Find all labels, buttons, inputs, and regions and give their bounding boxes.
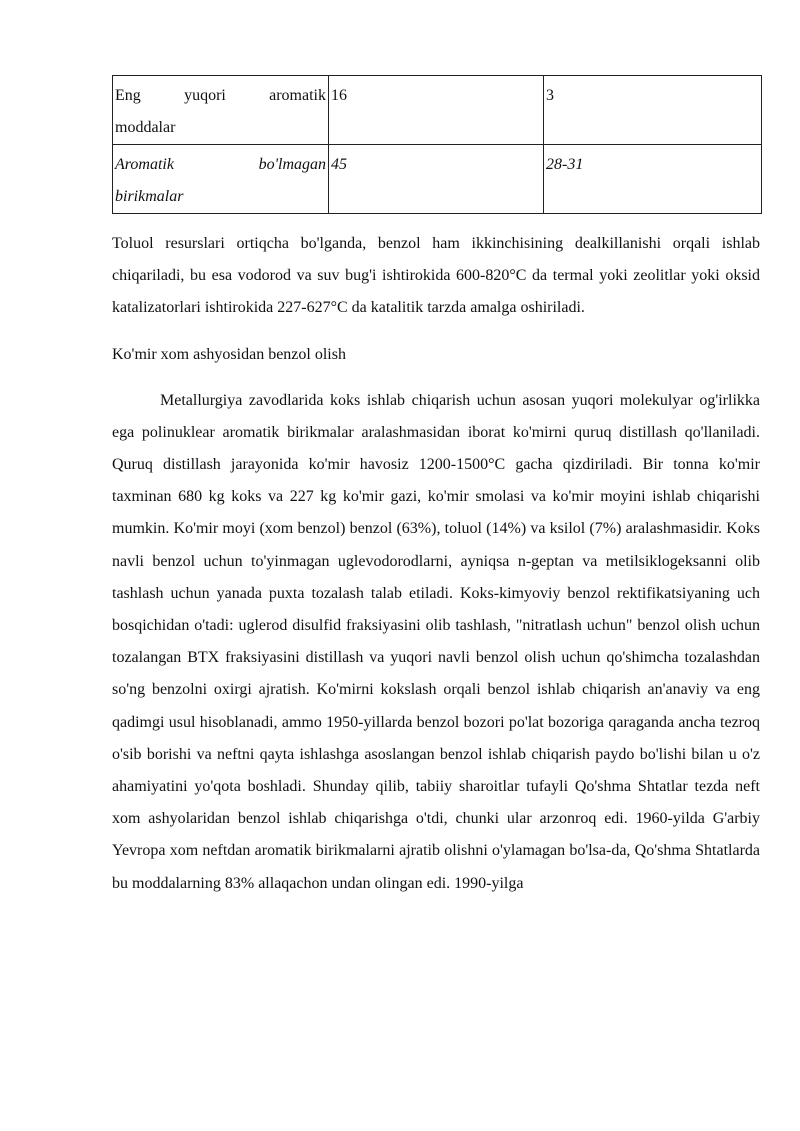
cell-line: Aromatik bo'lmagan (115, 156, 326, 173)
table-cell: 28-31 (544, 145, 762, 214)
cell-line: moddalar (115, 119, 176, 136)
table-cell: 3 (544, 76, 762, 145)
table-cell (113, 145, 329, 214)
table-row (113, 145, 762, 214)
data-table (112, 75, 762, 214)
cell-line: Eng yuqori aromatik (115, 87, 326, 104)
paragraph-coal-benzene: Metallurgiya zavodlarida koks ishlab chiqarish uchun asosan yuqori molekulyar og'irlikka ega polinuklear aromatik birikmalar aralashmasidan iborat ko'mirni quruq distillash qo'llaniladi. Quruq distillash jarayonida ko'mir havosiz 1200-1500°C gacha qizdiriladi. Bir tonna ko'mir taxminan 680 kg koks va 227 kg ko'mir gazi, ko'mir smolasi va ko'mir moyini ishlab chiqarishi mumkin. Ko'mir moyi (xom benzol) benzol (63%), toluol (14%) va ksilol (7%) aralashmasidir. Koks navli benzol uchun to'yinmagan uglevodorodlarni, ayniqsa n-geptan va metilsiklogeksanni olib tashlash uchun yanada puxta tozalash talab etiladi. Koks-kimyoviy benzol rektifikatsiyaning uch bosqichidan o'tadi: uglerod disulfid fraksiyasini olib tashlash, "nitratlash uchun" benzol olish uchun tozalangan BTX fraksiyasini distillash va yuqori navli benzol olish uchun qo'shimcha tozalashdan so'ng benzolni oxirgi ajratish. Ko'mirni kokslash orqali benzol ishlab chiqarish an'anaviy va eng qadimgi usul hisoblanadi, ammo 1950-yillarda benzol bozori po'lat bozoriga qaraganda ancha tezroq o'sib borishi va neftni qayta ishlashga asoslangan benzol ishlab chiqarish paydo bo'lishi bilan u o'z ahamiyatini yo'qota boshladi. Shunday qilib, tabiiy sharoitlar tufayli Qo'shma Shtatlar tezda neft xom ashyolaridan benzol ishlab chiqarishga o'tdi, chunki ular arzonroq edi. 1960-yilda G'arbiy Yevropa xom neftdan aromatik birikmalarni ajratib olishni o'ylamagan bo'lsa-da, Qo'shma Shtatlarda bu moddalarning 83% allaqachon undan olingan edi. 1990-yilga (112, 391, 760, 892)
table-cell (113, 76, 329, 145)
table-cell: 45 (329, 145, 544, 214)
table-cell: 16 (329, 76, 544, 145)
paragraph-toluene: Toluol resurslari ortiqcha bo'lganda, benzol ham ikkinchisining dealkillanishi orqali ishlab chiqariladi, bu esa vodorod va suv bug'i ishtirokida 600-820°C da termal yoki zeolitlar yoki oksid katalizatorlari ishtirokida 227-627°C da katalitik tarzda amalga oshiriladi. (112, 235, 760, 317)
section-heading: Ko'mir xom ashyosidan benzol olish (112, 345, 346, 363)
cell-line: birikmalar (115, 188, 184, 205)
table-row (113, 76, 762, 145)
document-page (112, 75, 760, 900)
